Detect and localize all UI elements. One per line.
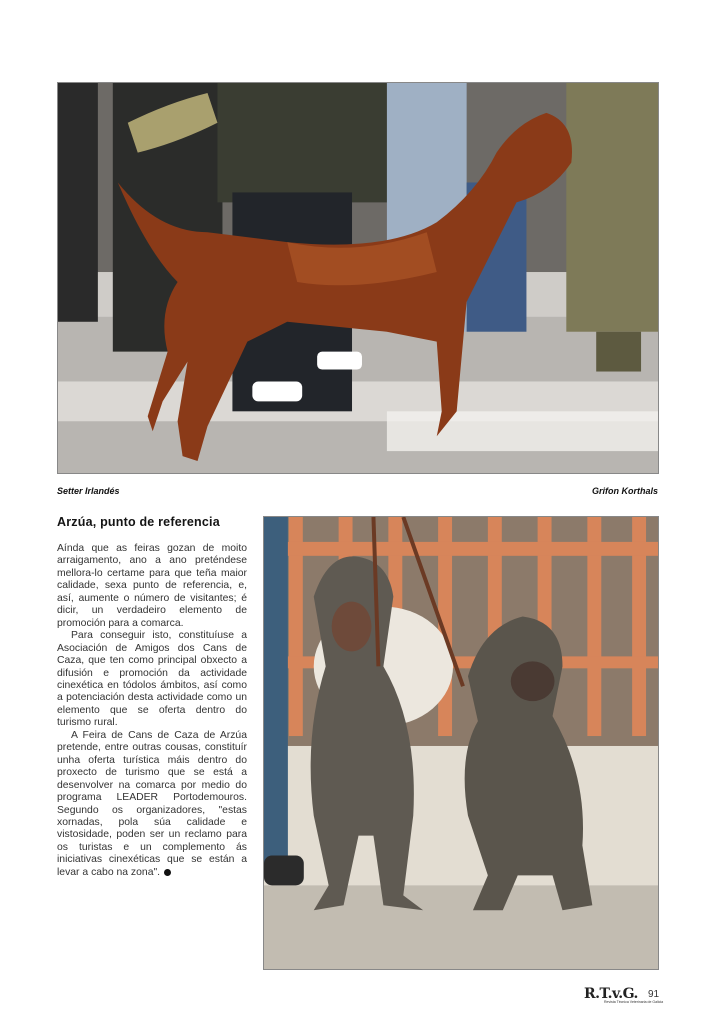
article-paragraph xyxy=(57,730,247,879)
photo-setter-irlandes xyxy=(57,82,659,474)
article-paragraph: Aínda que as feiras gozan de moito arraigamento, ano a ano preténdese mellora-lo certame para que teña maior calidade, sexa punto de referencia, e, así, aumente o número de visitantes; é dicir, un verdadeiro elemento de promoción para a comarca. xyxy=(57,543,247,629)
caption-setter-irlandes: Setter Irlandés xyxy=(57,486,120,496)
caption-grifon-korthals: Grifon Korthals xyxy=(591,486,658,496)
article-body xyxy=(57,543,247,879)
magazine-logo-subtitle: Revista Técnica Veterinaria de Galicia xyxy=(604,1000,664,1004)
article-paragraph: Para conseguir isto, constituíuse a Asociación de Amigos dos Cans de Caza, que ten como principal obxecto a difusión e promoción da actividade cinexética en tódolos ámbitos, así como a potenciación desta actividade como un elemento que se oferta dentro do turismo rural. xyxy=(57,630,247,729)
page-number: 91 xyxy=(648,989,660,1000)
end-mark-icon xyxy=(164,869,171,876)
photo-grifon-korthals xyxy=(263,516,659,970)
article-paragraph-text: A Feira de Cans de Caza de Arzúa pretende, entre outras cousas, constituír unha oferta turística máis dentro do proxecto de turismo que se está a desenvolver na comarca por medio do programa LEADER Portodemouros. Segundo os organizadores, "estas xornadas, pola súa calidade e vistosidade, poden ser un reclamo para os turistas e un complemento ás iniciativas cinexéticas que se están a levar a cabo na zona". xyxy=(57,729,247,878)
section-heading: Arzúa, punto de referencia xyxy=(57,515,220,529)
magazine-logo: R.T.v.G. xyxy=(584,986,638,1002)
